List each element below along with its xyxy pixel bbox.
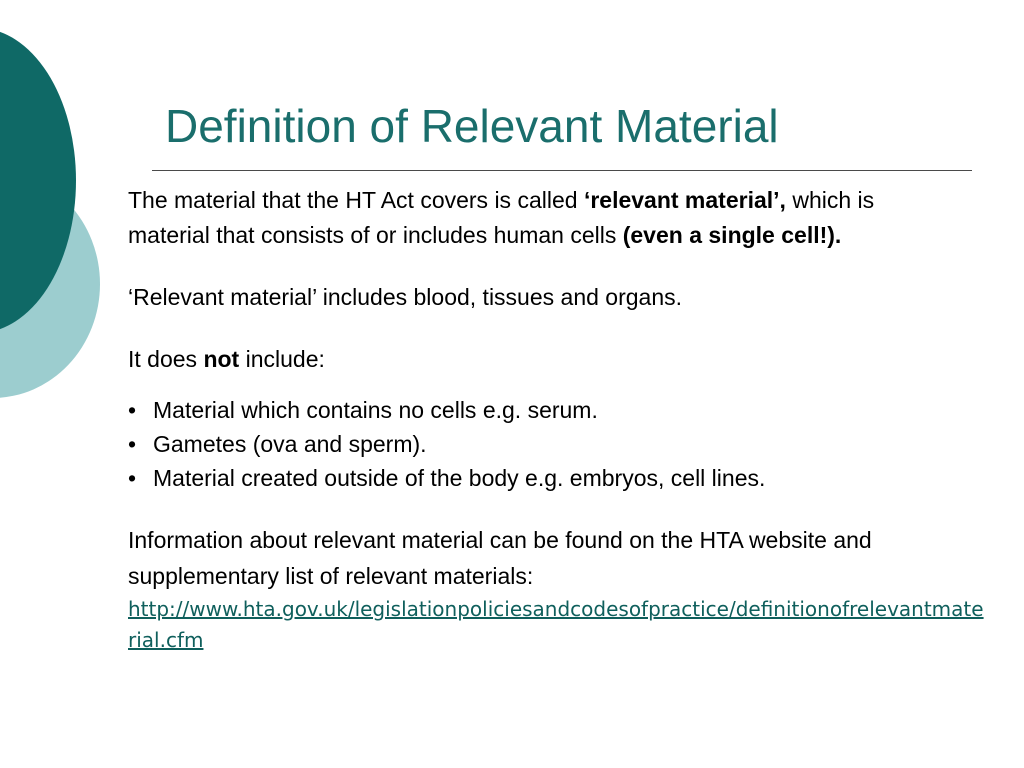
definition-bold-2: (even a single cell!). — [622, 222, 842, 248]
list-item-text: Material which contains no cells e.g. serum. — [153, 397, 598, 423]
not-include-text-2: include: — [239, 346, 325, 372]
list-item — [128, 393, 998, 427]
list-item-text: Material created outside of the body e.g. embryos, cell lines. — [153, 465, 766, 491]
list-item — [128, 461, 998, 495]
exclusion-list — [128, 393, 998, 495]
definition-text-1: The material that the HT Act covers is called — [128, 187, 584, 213]
slide-title: Definition of Relevant Material — [165, 100, 779, 152]
list-item — [128, 427, 998, 461]
paragraph-includes: ‘Relevant material’ includes blood, tissues and organs. — [128, 284, 683, 310]
slide-body — [128, 183, 998, 656]
paragraph-information: Information about relevant material can be found on the HTA website and supplementary list of relevant materials: — [128, 527, 872, 589]
bullet-icon: • — [128, 465, 137, 491]
not-include-bold: not — [203, 346, 240, 372]
bullet-icon: • — [128, 397, 137, 423]
list-item-text: Gametes (ova and sperm). — [153, 431, 427, 457]
paragraph-not-include — [128, 342, 998, 377]
paragraph-definition — [128, 183, 958, 253]
not-include-text-1: It does — [128, 346, 204, 372]
bullet-icon: • — [128, 431, 137, 457]
definition-text-2: which is material that consists of or includes human cells — [128, 187, 875, 248]
title-divider — [152, 170, 972, 171]
definition-bold-1: ‘relevant material’, — [583, 187, 786, 213]
hta-website-link[interactable]: http://www.hta.gov.uk/legislationpoliciesandcodesofpractice/definitionofrelevantmaterial.cfm — [128, 597, 984, 652]
